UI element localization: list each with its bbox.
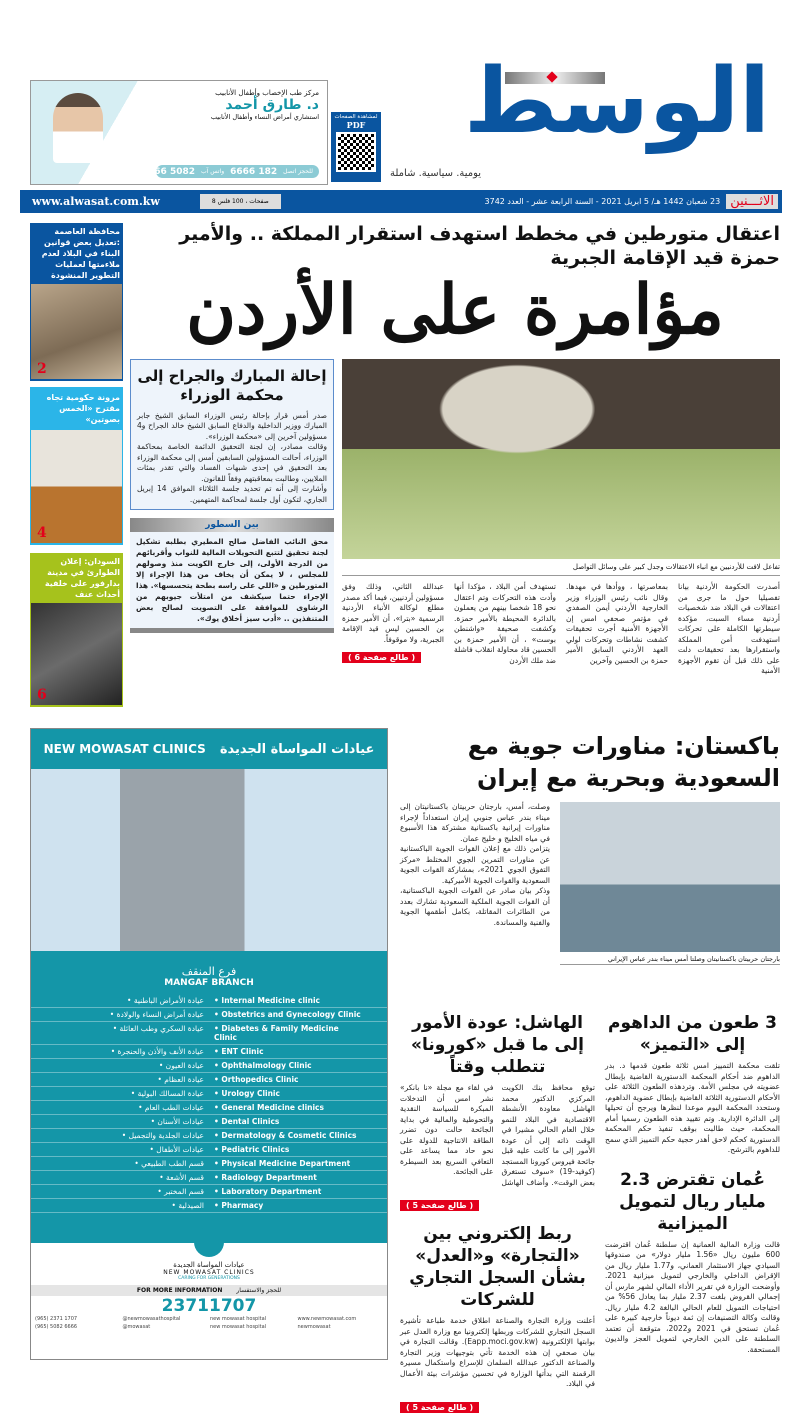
service-ar: قسم الطب الطبيعي • bbox=[134, 1159, 204, 1168]
service-ar: عيادة الأمراض الباطنية • bbox=[127, 996, 204, 1005]
clinic-service-item bbox=[31, 1073, 387, 1087]
clinic-service-item bbox=[31, 1143, 387, 1157]
qr-code-icon bbox=[336, 132, 376, 172]
hand-logo-icon bbox=[194, 1227, 224, 1257]
info-en: FOR MORE INFORMATION bbox=[136, 1287, 223, 1294]
main-photo-caption: تفاعل لافت للأردنيين مع انباء الاعتقالات وجدل كبير على وسائل التواصل bbox=[342, 559, 780, 576]
story-paragraph: وذكر بيان صادر عن القوات الجوية الباكستانية، أن القوات الجوية الملكية السعودية تشارك بعدد من الطائرات المقاتلة، بكامل أطقمها الجوية والفنية والمساندة. bbox=[400, 886, 550, 927]
twitter-contact[interactable]: @mowasat bbox=[122, 1324, 151, 1330]
service-ar: عيادات الطب العام • bbox=[138, 1103, 204, 1112]
service-en: • Obstetrics and Gynecology Clinic bbox=[214, 1010, 361, 1019]
service-ar: الصيدلية • bbox=[171, 1201, 204, 1210]
slogan: CARING FOR GENERATIONS bbox=[178, 1276, 240, 1281]
service-en: • Pediatric Clinics bbox=[214, 1145, 290, 1154]
ad-doctor-name: د. طارق أحمد bbox=[225, 97, 319, 113]
info-ar: للحجز والاستفسار bbox=[236, 1287, 282, 1294]
website-link[interactable]: www.alwasat.com.kw bbox=[32, 195, 160, 208]
youtube-contact[interactable]: new mowasat hospital bbox=[210, 1316, 267, 1322]
service-en: • Radiology Department bbox=[214, 1173, 317, 1182]
service-en: • Orthopedics Clinic bbox=[214, 1075, 299, 1084]
qr-label: لمشاهدة الصفحات bbox=[334, 114, 378, 120]
clinic-service-item bbox=[31, 1129, 387, 1143]
warships-caption: بارجتان حربيتان باكستانيتان وصلتا أمس ميناء بندر عباس الإيراني bbox=[560, 952, 780, 965]
qr-pdf-label: PDF bbox=[346, 120, 366, 130]
clinic-service-item bbox=[31, 1199, 387, 1213]
story-column: عبدالله الثاني، وذلك وفق مسؤولين أردنيين، فيما أكد مصدر مطلع لوكالة الأنباء الأردنية الرسمية «بترا»، أن الأمير حمزة بن الحسين ليس قيد الإقامة الجبرية، ولا موقوفاً. bbox=[342, 582, 444, 644]
story-headline: إحالة المبارك والجراح إلى محكمة الوزراء bbox=[137, 367, 327, 404]
clinic-service-item bbox=[31, 1171, 387, 1185]
dahoum-headline[interactable]: 3 طعون من الداهوم إلى «التميز» bbox=[608, 1013, 777, 1055]
teaser-photo bbox=[31, 284, 122, 379]
service-en: • ENT Clinic bbox=[214, 1047, 264, 1056]
page-number: 6 bbox=[37, 687, 47, 703]
service-en: • Dental Clinics bbox=[214, 1117, 280, 1126]
service-en: • Ophthalmology Clinic bbox=[214, 1061, 312, 1070]
clinic-ad[interactable] bbox=[30, 728, 388, 1360]
sidebar-teaser-3[interactable] bbox=[30, 553, 123, 707]
service-en: • Internal Medicine clinic bbox=[214, 996, 320, 1005]
teaser-text: محافظة العاصمة :تعديل بعض قوانين البناء في البلاد لعدم ملاءمتها لعمليات التطوير المنشودة bbox=[41, 227, 120, 280]
service-ar: قسم الأشعة • bbox=[159, 1173, 204, 1182]
ad-phone-label: للحجز اتصل bbox=[283, 168, 313, 175]
story-paragraph: وأشارت إلى أنه تم تحديد جلسة الثلاثاء الموافق 14 إبريل الجاري، لتكون أول جلسة لمحاكمة المتهمين. bbox=[137, 484, 327, 504]
clinic-service-item bbox=[31, 1022, 387, 1045]
commerce-justice-body: أعلنت وزارة التجارة والصناعة اطلاق خدمة طباعة تأشيرة السجل التجاري للشركات وربطها إلكترونيا مع وزارة العدل عبر بوابتها الإلكترونية (Eapp.moci.gov.kw). وقالت التجارة في بيان صحفي إن هذه الخدمة تأتي بتوجيهات وزير التجارة والصناعة الدكتور عبدالله السلمان للإسراع واستكمال مسيرة الرقمنة التي بدأتها الوزارة في تحسين مؤشرات بيئة الأعمال في البلاد. bbox=[400, 1316, 595, 1388]
service-en: • Dermatology & Cosmetic Clinics bbox=[214, 1131, 357, 1140]
clinic-service-item bbox=[31, 1115, 387, 1129]
service-ar: عيادات الأطفال • bbox=[149, 1145, 204, 1154]
clinic-service-item bbox=[31, 1101, 387, 1115]
service-en: • Pharmacy bbox=[214, 1201, 264, 1210]
ad-whatsapp-label: واتس آب bbox=[201, 168, 225, 175]
ad-center-name: مركز طب الإخصاب وأطفال الأنابيب bbox=[215, 89, 319, 97]
branch-ar: فرع المنقف bbox=[181, 965, 237, 978]
column-title: بين السطور bbox=[130, 518, 334, 532]
contacts bbox=[31, 1316, 387, 1330]
sidebar-teaser-2[interactable] bbox=[30, 387, 123, 545]
service-en: • Diabetes & Family Medicine Clinic bbox=[214, 1024, 339, 1042]
sidebar-teaser-1[interactable] bbox=[30, 223, 123, 381]
story-paragraph: يتزامن ذلك مع إعلان القوات الجوية الباكستانية عن مناورات التمرين الجوي المختلط «مركز التفوق الجوي 2021»، بمشاركة القوات الجوية السعودية والقوات الجوية الأميركية. bbox=[400, 844, 551, 885]
main-kicker-headline[interactable]: اعتقال متورطين في مخطط استهدف استقرار المملكة .. والأمير حمزة قيد الإقامة الجبرية bbox=[179, 223, 780, 269]
service-en: • Urology Clinic bbox=[214, 1089, 280, 1098]
continued-link[interactable]: ( طالع صفحة 6 ) bbox=[342, 652, 421, 663]
continued-link[interactable]: ( طالع صفحة 5 ) bbox=[400, 1402, 479, 1413]
logo-wordmark: الوسط bbox=[464, 49, 770, 154]
service-ar: عيادات الأسنان • bbox=[150, 1117, 204, 1126]
continued-link[interactable]: ( طالع صفحة 5 ) bbox=[400, 1200, 479, 1211]
oman-headline[interactable]: عُمان تقترض 2.3 مليار ريال لتمويل الميزانية bbox=[619, 1169, 766, 1234]
commerce-justice-headline[interactable]: ربط إلكتروني بين «التجارة» و«العدل» بشأن السجل التجاري للشركات bbox=[409, 1224, 586, 1310]
service-en: • General Medicine clinics bbox=[214, 1103, 324, 1112]
clinic-building-photo bbox=[31, 769, 387, 951]
referral-story-box[interactable] bbox=[130, 359, 334, 510]
column-body: محق النائب الفاضل صالح المطيري بطلبه تشكيل لجنة تحقيق لتتبع التحويلات المالية للنواب وأقربائهم من الدرجة الأولى، إلى خارج الكويت منذ وصولهم للمجلس ، لا يمكن أن يخاف من هذا الإجراء إلا المتورطين و «اللي على راسه بطحة يتحسسها». هذا الإجراء حتما سيكشف من امتلأت جيوبهم من الرشاوى للموافقة على التصويت لصالح بعض المتنفذين .. «أدب سيز أخلاق يوك». bbox=[136, 537, 328, 623]
clinic-services-panel bbox=[31, 951, 387, 1243]
clinic-service-item bbox=[31, 1059, 387, 1073]
warships-photo bbox=[560, 802, 780, 952]
info-strip bbox=[31, 1285, 387, 1296]
story-column: تستهدف أمن البلاد ، مؤكدا أنها وأدت هذه التحركات وتم اعتقال نحو 18 شخصا بينهم من يعملون بالدائرة المحيطة بالأمير حمزة. وكشفت صحيفة «واشنطن بوست» ، أن الأمير حمزة بن الحسين قاد محاولة انقلاب فاشلة ضد ملك الأردن bbox=[454, 582, 556, 665]
clinic-logo bbox=[31, 1243, 387, 1281]
service-ar: عيادة العيون • bbox=[158, 1061, 204, 1070]
pakistan-headline[interactable]: باكستان: مناورات جوية مع السعودية وبحرية مع إيران bbox=[467, 732, 780, 792]
clinic-ad-header bbox=[31, 729, 387, 769]
teaser-photo bbox=[31, 603, 122, 705]
main-headline[interactable]: مؤامرة على الأردن bbox=[186, 270, 724, 350]
phone-contact[interactable]: (965) 2371 1707 bbox=[35, 1316, 78, 1322]
masthead-logo bbox=[390, 49, 770, 162]
teaser-text: السودان: إعلان الطوارئ في مدينة بدارفور على خلفية أحداث عنف bbox=[44, 557, 120, 599]
dahoum-body: تلقت محكمة التمييز امس ثلاثة طعون قدمها د. بدر الداهوم ضد أحكام المحكمة الدستورية القاضية بإبطال عضويته في مجلس الأمة. وتردهذه الطعون الثلاثة على الأحكام الدستورية الثلاثة القاضية بإبطال عضوية الداهوم، وستحدد المحكمة اليوم موعدا لنظرها ويرجح أن تحيلها إلى الدائرة الإدارية. وتم تقييد هذه الطعون رسميا أمام المحكمة، حيث طالبت بوقف تنفيذ حكم المحكمة الدستورية كحكم لاحق أهدر حجية حكم التمييز الذي سمح للداهوم بالترشح. bbox=[605, 1061, 780, 1154]
ad-doctor-subtitle: استشاري أمراض النساء وأطفال الأنابيب bbox=[210, 113, 319, 121]
pakistan-body bbox=[400, 802, 550, 965]
service-ar: عيادة الأنف والأذن والحنجرة • bbox=[110, 1047, 204, 1056]
hashel-body: توقع محافظ بنك الكويت المركزي الدكتور محمد الهاشل معاودة الأنشطة الاقتصادية في البلاد للنمو خلال العام الحالي مشيرا في الوقت ذاته إلى أن عودة الأمور إلى ما كانت عليه قبل جائحة فيروس كورونا المستجد (كوفيد-19) «سوف تستغرق بعض الوقت». وأضاف الهاشل في لقاء مع مجلة «نا بانكر» نشر امس أن التدخلات المبكرة للسياسة النقدية والتحوطية والمالية في بداية الجائحة حالت دون تضرر الطاقة الانتاجية للدولة على نحو حاد مما يساعد على التعافي السريع بعد السيطرة على الجائحة. bbox=[400, 1083, 595, 1187]
service-ar: عيادة العظام • bbox=[157, 1075, 204, 1084]
issue-date: 23 شعبان 1442 هـ/ 5 ابريل 2021 - السنة الرابعة عشر - العدد 3742 bbox=[484, 197, 721, 206]
service-ar: عيادة أمراض النساء والولادة • bbox=[109, 1010, 204, 1019]
page-number: 4 bbox=[37, 525, 47, 541]
whatsapp-contact[interactable]: (965) 5082 6666 bbox=[35, 1324, 78, 1330]
service-ar: عيادة السكري وطب العائلة • bbox=[112, 1024, 204, 1033]
main-story-columns bbox=[342, 582, 780, 677]
clinic-title-en: NEW MOWASAT CLINICS bbox=[43, 742, 206, 756]
logo-en: NEW MOWASAT CLINICS bbox=[163, 1269, 255, 1276]
price-label: 8 صفحات ، 100 فلس bbox=[200, 194, 281, 209]
story-paragraph: صدر أمس قرار بإحالة رئيس الوزراء السابق الشيخ جابر المبارك ووزير الداخلية والدفاع السابق الشيخ خالد الجراح و4 مسؤولين آخرين إلى «محكمة الوزراء». bbox=[137, 410, 327, 441]
instagram-contact[interactable]: @newmowasathospital bbox=[122, 1316, 181, 1322]
hashel-headline[interactable]: الهاشل: عودة الأمور إلى ما قبل «كورونا» تتطلب وقتاً bbox=[411, 1013, 584, 1077]
main-photo bbox=[342, 359, 780, 559]
clinic-service-item bbox=[31, 1045, 387, 1059]
doctor-photo bbox=[53, 93, 103, 163]
teaser-photo bbox=[31, 430, 122, 543]
service-en: • Laboratory Department bbox=[214, 1187, 322, 1196]
logo-ar: عيادات المواساة الجديدة bbox=[173, 1261, 245, 1269]
story-column: بمعاصرتها ، ووأدها في مهدها. وقال نائب رئيس الوزراء وزير الخارجية الأردني أيمن الصفدي في مؤتمر صحفي امس إن الأجهزة الأمنية أجرت تحقيقات كشفت نشاطات وتحركات لولي العهد الأردني السابق الأمير حمزة بن الحسين وآخرين bbox=[566, 582, 668, 665]
facebook-contact[interactable]: new mowasat hospital bbox=[210, 1324, 267, 1330]
clinic-service-item bbox=[31, 1008, 387, 1022]
clinic-service-item bbox=[31, 1087, 387, 1101]
qr-pdf-box[interactable] bbox=[331, 112, 381, 182]
story-column: أصدرت الحكومة الأردنية بيانا تفصيليا حول ما جرى من اعتقالات في البلاد ضد شخصيات أردنية مساء السبت، مؤكدة سيطرتها الكاملة على تحركات استهدفت أمن المملكة واستقرارها بعد تحقيقات دلت على ذلك قبل أن تقوم الأجهزة الأمنية bbox=[678, 582, 780, 675]
clinic-service-item bbox=[31, 1157, 387, 1171]
ad-phone-1: 182 6666 bbox=[230, 166, 278, 177]
page-number: 2 bbox=[37, 361, 47, 377]
clinic-title-ar: عيادات المواساة الجديدة bbox=[219, 741, 375, 757]
service-ar: عيادة المسالك البولية • bbox=[130, 1089, 204, 1098]
doctor-ad[interactable] bbox=[30, 80, 328, 185]
ad-phone-strip bbox=[141, 165, 319, 178]
clinic-service-item bbox=[31, 994, 387, 1008]
clinic-service-item bbox=[31, 1185, 387, 1199]
between-lines-column[interactable] bbox=[130, 518, 334, 633]
teaser-text: مرونة حكومية تجاه مقترح «الخمس بصوتين» bbox=[46, 393, 120, 424]
masthead-tagline: يومية. سياسية. شاملة bbox=[390, 168, 482, 179]
app-contact[interactable]: newmowasat bbox=[297, 1324, 331, 1330]
website-contact[interactable]: www.newmowasat.com bbox=[297, 1316, 357, 1322]
service-en: • Physical Medicine Department bbox=[214, 1159, 351, 1168]
service-ar: قسم المختبر • bbox=[157, 1187, 204, 1196]
issue-day: الاثـــنين bbox=[726, 194, 778, 209]
service-ar: عيادات الجلدية والتجميل • bbox=[121, 1131, 204, 1140]
oman-body: قالت وزارة المالية العمانية إن سلطنة عُمان اقترضت 600 مليون ريال «1.56 مليار دولار» من صندوقها السيادي جهاز الاستثمار العماني، و1.77 مليار ريال من الإقراض الداخلي والخارجي لتمويل ميزانية 2021. وأوضحت الوزارة في تقرير الأداء المالي لشهر مارس أن إجمالي القروض بلغت 2.37 مليار بما يعادل 56% من احتياجات التمويل للعام الحالي البالغة 4.2 مليار ريال. وقالت وكالة التصنيفات إن ثمة ديوناً خارجية كبيرة على عُمان تستحق في 2021 و2022، متوقعة أن تعتمد السلطنة على الدين الخارجي لتمويل العجز والديون المستحقة. bbox=[605, 1239, 780, 1354]
story-paragraph: وصلت، أمس، بارجتان حربيتان باكستانيتان إلى ميناء بندر عباس جنوبي إيران استعداداً لإجراء مناورات إيرانية باكستانية مشتركة هذا الأسبوع في مياه الخليج و خليج عمان. bbox=[400, 802, 550, 843]
branch-en: MANGAF BRANCH bbox=[164, 978, 254, 988]
story-paragraph: وقالت مصادر، إن لجنة التحقيق الدائمة الخاصة بمحاكمة الوزراء، أحالت المسؤولين السابقين أمس إلى محكمة الوزراء بعد التحقيق في إحدى شبهات الفساد والتي تقدر بمئات الملايين، وطالبت بمعاقبتهم وفقاً للقانون. bbox=[137, 442, 327, 483]
info-bar bbox=[20, 190, 782, 213]
ad-phone-2: 5082 6666 bbox=[141, 166, 196, 177]
hotline-number[interactable]: 23711707 bbox=[161, 1296, 257, 1316]
